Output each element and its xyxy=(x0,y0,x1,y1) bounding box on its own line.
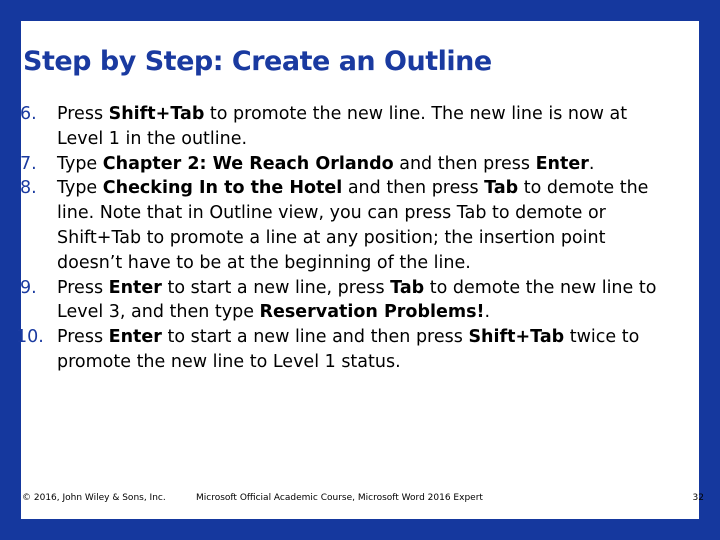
step-text: . xyxy=(588,153,595,174)
step-keyword: Chapter 2: We Reach Orlando xyxy=(102,153,394,174)
step-text: Type xyxy=(57,178,103,199)
step-text: Press xyxy=(57,104,109,124)
step-keyword: Shift+Tab xyxy=(468,327,565,348)
step-item xyxy=(16,325,675,375)
step-text: . xyxy=(484,302,491,323)
steps-list xyxy=(16,102,675,375)
step-keyword: Tab xyxy=(390,277,425,298)
step-number: 9. xyxy=(20,277,37,298)
step-keyword: Enter xyxy=(108,277,162,298)
step-text: Press xyxy=(57,277,109,298)
step-keyword: Reservation Problems! xyxy=(259,302,485,323)
step-number: 8. xyxy=(20,178,37,199)
step-text: and then press xyxy=(393,153,536,174)
step-item xyxy=(20,276,675,326)
step-keyword: Shift+Tab xyxy=(108,104,205,124)
step-number: 10. xyxy=(16,327,44,348)
footer-course: Microsoft Official Academic Course, Microsoft Word 2016 Expert xyxy=(196,493,483,503)
step-text: Press xyxy=(57,327,109,348)
step-number: 6. xyxy=(20,104,37,124)
step-item xyxy=(20,176,675,275)
step-text: twice to promote the new line to Level 1 status. xyxy=(57,327,640,372)
footer-copyright: © 2016, John Wiley & Sons, Inc. xyxy=(22,493,166,503)
step-number: 7. xyxy=(20,153,37,174)
step-item xyxy=(20,152,675,177)
step-text: to demote the line. Note that in Outline view, you can press Tab to demote or Shift+Tab to promote a line at any position; the insertion point doesn’t have to be at the beginning of the line. xyxy=(57,178,649,273)
step-keyword: Enter xyxy=(535,153,589,174)
step-keyword: Enter xyxy=(108,327,162,348)
step-item xyxy=(20,102,675,152)
step-keyword: Tab xyxy=(484,178,519,199)
step-text: to start a new line, press xyxy=(161,277,391,298)
step-text: to demote the new line to Level 3, and then type xyxy=(57,277,657,323)
footer-page-number: 32 xyxy=(692,493,704,503)
step-text: to start a new line and then press xyxy=(161,327,469,348)
step-keyword: Checking In to the Hotel xyxy=(102,178,343,199)
step-text: and then press xyxy=(342,178,485,199)
step-text: to promote the new line. The new line is now at Level 1 in the outline. xyxy=(57,104,628,149)
step-text: Type xyxy=(57,153,103,174)
slide-title: Step by Step: Create an Outline xyxy=(23,46,492,77)
